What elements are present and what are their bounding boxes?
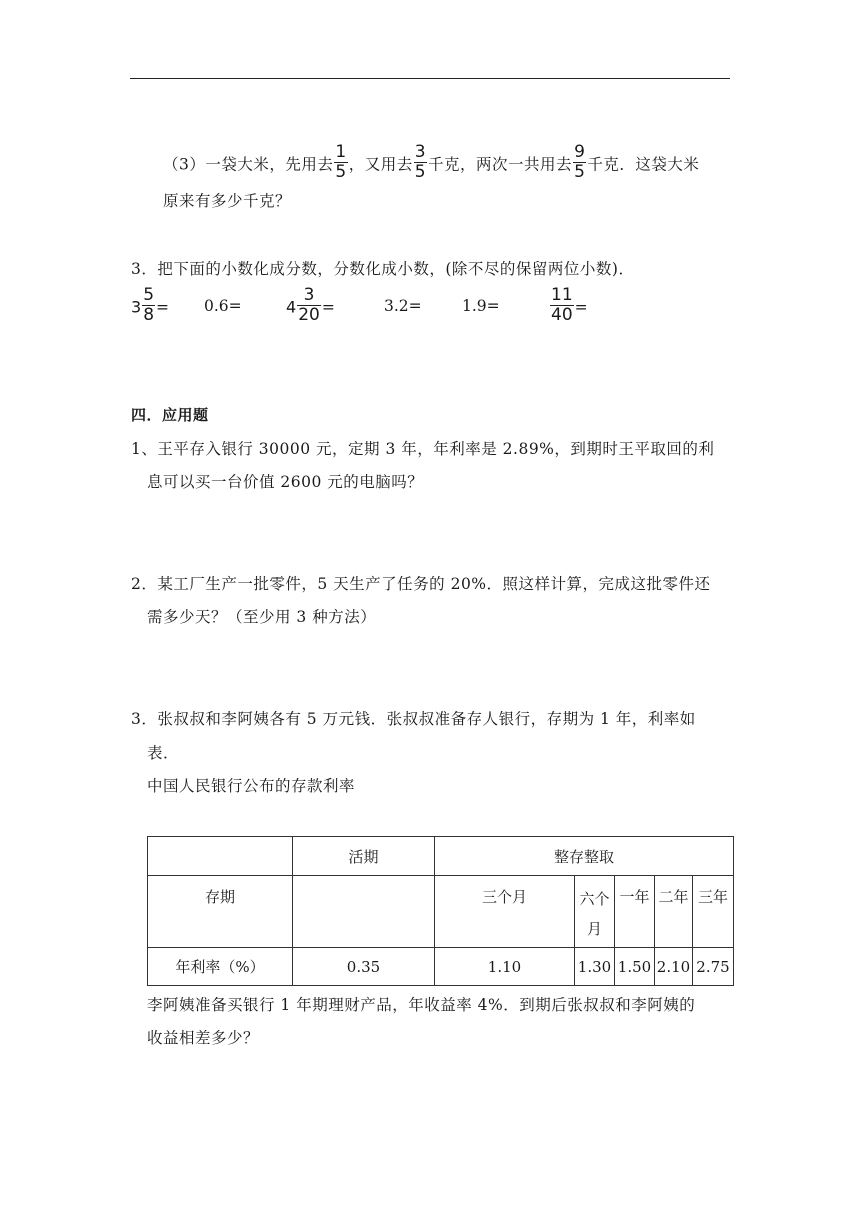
fraction-denominator: 5: [574, 162, 586, 182]
fraction-denominator: 5: [335, 162, 347, 182]
conversion-item-1: [131, 285, 170, 328]
fraction-denominator: 5: [414, 162, 427, 182]
conversion-item-2: 0.6=: [204, 297, 242, 315]
fraction: [550, 286, 574, 325]
q1-line2: 息可以买一台价值 2600 元的电脑吗？: [147, 473, 424, 491]
rate-cell: 2.75: [693, 948, 734, 986]
rate-cell: 1.50: [615, 948, 655, 986]
table-term-row: [148, 876, 734, 948]
table-corner-cell: [148, 837, 293, 876]
problem3-suffix: 千克．这袋大米: [587, 155, 700, 174]
q3-line2: 表．: [147, 744, 180, 762]
q3-line4: 收益相差多少？: [147, 1029, 260, 1047]
fraction-three-fifths: [414, 143, 427, 182]
problem3-mid2: 千克，两次一共用去: [428, 155, 573, 174]
fraction-numerator: 1: [335, 142, 347, 162]
fraction-one-fifth: [334, 143, 347, 182]
interest-rate-table: [147, 836, 734, 986]
mixed-whole: 4: [286, 297, 297, 317]
header-rule: [130, 78, 730, 79]
fraction-denominator: 20: [298, 305, 320, 325]
conversion-item-5: 1.9=: [462, 297, 500, 315]
header-huoqi: 活期: [293, 837, 435, 876]
q3-line3: 李阿姨准备买银行 1 年期理财产品，年收益率 4%．到期后张叔叔和李阿姨的: [147, 996, 696, 1014]
conversion-item-3: [286, 285, 335, 328]
fraction: [297, 286, 321, 325]
header-zhengcun: 整存整取: [435, 837, 734, 876]
section4-heading: 四．应用题: [131, 406, 209, 424]
equals-sign: =: [156, 298, 170, 317]
problem3-mid1: ，又用去: [348, 155, 413, 174]
fraction-nine-fifths: [573, 143, 586, 182]
row-label-term: 存期: [148, 876, 293, 948]
conversion-item-6: [549, 285, 588, 328]
rate-cell: 0.35: [293, 948, 435, 986]
rate-cell: 2.10: [655, 948, 693, 986]
fraction-numerator: 11: [551, 285, 573, 305]
problem3-prefix: （3）一袋大米，先用去: [163, 155, 334, 174]
fraction: [142, 286, 155, 325]
conversion-item-4: 3.2=: [384, 297, 422, 315]
term-cell: 三个月: [435, 876, 575, 948]
fraction-numerator: 3: [414, 142, 427, 162]
term-cell: 一年: [615, 876, 655, 948]
problem3-line1: [163, 142, 700, 185]
rate-cell: 1.10: [435, 948, 575, 986]
fraction-numerator: 3: [297, 286, 321, 306]
table-rate-row: [148, 948, 734, 986]
table-caption: 中国人民银行公布的存款利率: [147, 777, 356, 795]
section3-title: 3．把下面的小数化成分数，分数化成小数，(除不尽的保留两位小数)．: [131, 260, 635, 278]
term-cell: 六个月: [575, 876, 615, 948]
equals-sign: =: [321, 298, 335, 317]
equals-sign: =: [574, 298, 588, 317]
term-cell: 三年: [693, 876, 734, 948]
q2-line1: 2．某工厂生产一批零件，5 天生产了任务的 20%．照这样计算，完成这批零件还: [131, 575, 711, 593]
mixed-whole: 3: [131, 297, 142, 317]
rate-cell: 1.30: [575, 948, 615, 986]
table-header-row: [148, 837, 734, 876]
empty-cell: [293, 876, 435, 948]
q2-line2: 需多少天？（至少用 3 种方法）: [147, 608, 377, 626]
term-cell: 二年: [655, 876, 693, 948]
fraction-numerator: 5: [143, 285, 155, 305]
row-label-rate: 年利率（%）: [148, 948, 293, 986]
fraction-denominator: 8: [143, 305, 155, 325]
fraction-denominator: 40: [551, 305, 573, 325]
problem3-line2: 原来有多少千克？: [163, 192, 292, 210]
q3-line1: 3．张叔叔和李阿姨各有 5 万元钱．张叔叔准备存人银行，存期为 1 年，利率如: [131, 710, 696, 728]
q1-line1: 1、王平存入银行 30000 元，定期 3 年，年利率是 2.89%，到期时王平取回的利: [131, 440, 715, 458]
fraction-numerator: 9: [574, 142, 586, 162]
